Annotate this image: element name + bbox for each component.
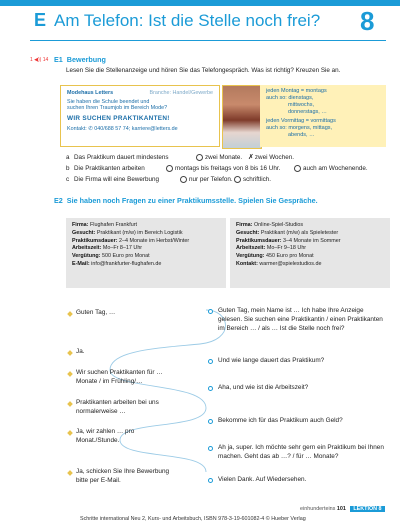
circle-marker [208,309,213,314]
circle-marker [208,359,213,364]
ad-contact: Kontakt: ✆ 040/688 57 74; karriere@letters.de [67,126,178,132]
question-stem: Die Firma will eine Bewerbung [74,176,160,183]
chapter-number: 8 [360,6,375,36]
option-b2[interactable]: auch am Wochenende. [294,165,368,172]
exercise-label: E1 [54,55,63,64]
question-stem: Die Praktikanten arbeiten [74,165,145,172]
circle-marker [208,419,213,424]
dialogue-line: Ja. [76,348,85,355]
exercise-instruction: Lesen Sie die Stellenanzeige und hören Sie das Telefongespräch. Was ist richtig? Kreuzen Sie an. [66,67,341,74]
circle-marker [208,478,213,483]
exercise-e2-heading [54,196,318,205]
page-title: Am Telefon: Ist die Stelle noch frei? [54,11,321,30]
section-letter: E [34,10,47,30]
info-a-label: jeden Montag = montags [266,88,327,94]
option-b1[interactable]: montags bis freitags von 8 bis 16 Uhr. [166,165,280,172]
question-letter: a [66,154,70,161]
option-a2[interactable]: ✗zwei Wochen. [248,153,294,161]
radio-circle[interactable] [166,165,173,172]
ad-line-1: Sie haben die Schule beendet und [67,99,150,105]
dialogue-line: Aha, und wie ist die Arbeitszeit? [218,384,309,391]
question-a [66,154,386,162]
checked-x-icon[interactable]: ✗ [248,153,254,161]
dialogue-line: Wir suchen Praktikanten für … Monate / im Frühling/… [76,369,163,385]
dialogue-line: Vielen Dank. Auf Wiedersehen. [218,476,307,483]
audio-track-label[interactable]: 1 ◀)) 14 [30,57,49,63]
job-card-2: Firma: Online-Spiel-Studios Gesucht: Praktikant (m/w) als Spieletester Praktikumsdauer: 3–4 Monate im Sommer Arbeitszeit: Mo–Fr 9–18 Uhr Vergütung: 450 Euro pro Monat Kontakt: warmer@spielestudios.de [230,218,390,288]
exercise-title: Bewerbung [66,55,106,64]
circle-marker [208,446,213,451]
exercise-e1-heading [54,55,106,64]
radio-circle[interactable] [196,154,203,161]
radio-circle[interactable] [234,176,241,183]
info-a-line: auch so: dienstags, [266,95,314,101]
info-a-line: donnerstags, … [288,109,327,115]
radio-circle[interactable] [294,165,301,172]
ad-branch: Branche: Handel/Gewerbe [149,90,213,96]
exercise-label: E2 [54,196,63,205]
dialogue-line: Ja, wir zahlen … pro Monat./Stunde. [76,428,135,444]
page-number: 101 [336,506,346,512]
dialogue-line: Guten Tag, mein Name ist … Ich habe Ihre Anzeige gelesen. Sie suchen eine Praktikantin / einen Praktikanten im Bereich … / als … Ist die Stelle noch frei? [218,307,383,332]
ad-headline: WIR SUCHEN PRAKTIKANTEN! [67,115,170,122]
page-footer [300,506,385,512]
exercise-title: Sie haben noch Fragen zu einer Praktikumsstelle. Spielen Sie Gespräche. [66,196,318,205]
circle-marker [208,386,213,391]
question-b [66,165,386,173]
copyright-line: Schritte international Neu 2, Kurs- und Arbeitsbuch, ISBN 978-3-19-601082-4 © Hueber Verlag [80,516,306,522]
option-a1[interactable]: zwei Monate. [196,154,242,161]
radio-circle[interactable] [180,176,187,183]
dialogue-line: Bekomme ich für das Praktikum auch Geld? [218,417,343,424]
ad-company: Modehaus Letters [67,90,114,96]
page-word: einhunderteins [300,506,336,512]
lesson-badge: LEKTION 8 [350,506,384,512]
ad-line-2: suchen Ihren Traumjob im Bereich Mode? [67,105,168,111]
option-c2[interactable]: schriftlich. [234,176,271,183]
job-card-1: Firma: Flughafen Frankfurt Gesucht: Praktikant (m/w) im Bereich Logistik Praktikumsdauer: 2–4 Monate im Herbst/Winter Arbeitszeit: Mo–Fr 8–17 Uhr Vergütung: 500 Euro pro Monat E-Mail: info@frankfurter-flughafen.de [66,218,226,288]
question-c [66,176,386,184]
question-stem: Das Praktikum dauert mindestens [74,154,169,161]
header-divider [30,40,386,41]
option-c1[interactable]: nur per Telefon. [180,176,233,183]
question-letter: c [66,176,70,183]
job-advertisement [60,85,220,147]
info-b-line: abends, … [288,132,315,138]
header-strip [0,0,400,6]
dialogue-line: Ja, schicken Sie Ihre Bewerbung bitte per E-Mail. [76,468,170,484]
grammar-info-box [260,85,386,147]
dialogue-line: Guten Tag, … [76,309,116,316]
info-b-line: auch so: morgens, mittags, [266,125,333,131]
question-letter: b [66,165,70,172]
dialogue-line: Und wie lange dauert das Praktikum? [218,357,325,364]
info-a-line: mittwochs, [288,102,314,108]
dialogue-line: Ah ja, super. Ich möchte sehr gern ein Praktikum bei Ihnen machen. Geht das ab …? / für … Monate? [218,444,384,460]
dialogue-line: Praktikanten arbeiten bei uns normalerweise … [76,399,159,415]
woman-photo [222,85,262,149]
info-b-label: jeden Vormittag = vormittags [266,118,336,124]
